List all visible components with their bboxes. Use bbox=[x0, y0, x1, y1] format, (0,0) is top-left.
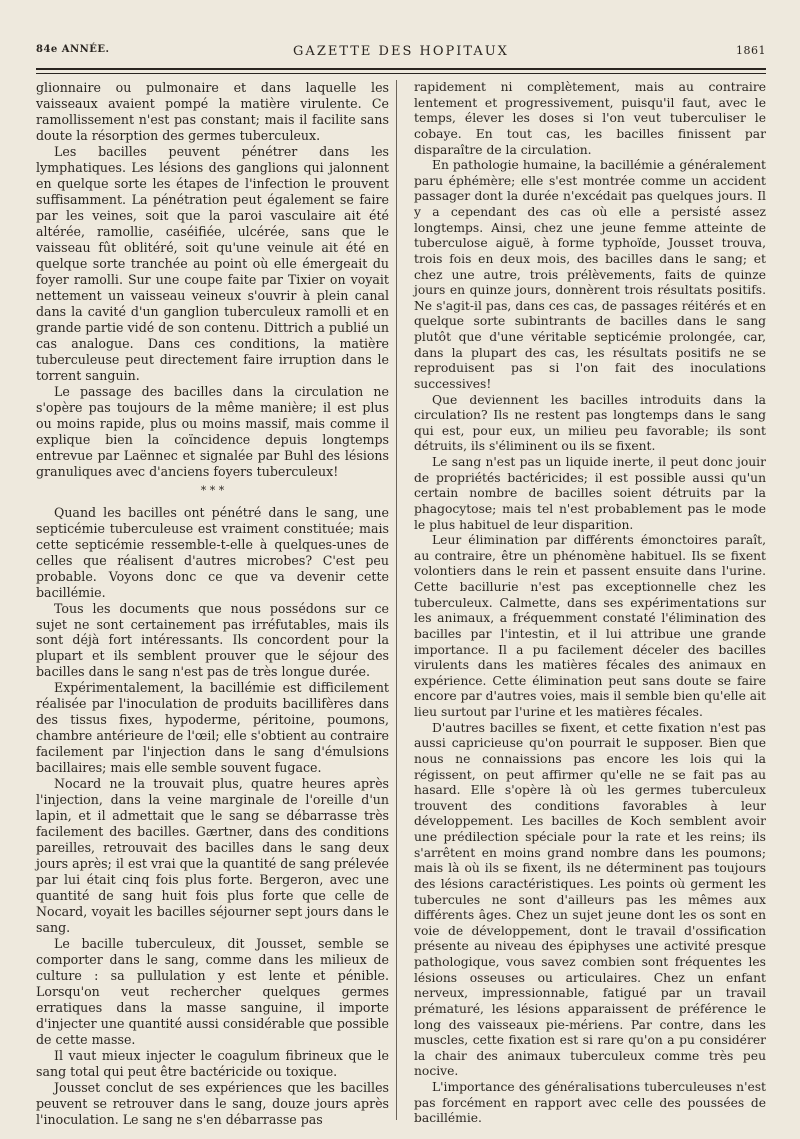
paragraph: Le passage des bacilles dans la circulation ne s'opère pas toujours de la même manière; il est plus ou moins rapide, plus ou moins massif, mais comme il explique bien la coïncidence depuis longtemps entrevue par Laënnec et signalée par Buhl des lésions granuliques avec d'anciens foyers tuberculeux! bbox=[36, 383, 389, 479]
paragraph: Expérimentalement, la bacillémie est difficilement réalisée par l'inoculation de produits bacillifères dans des tissus fixes, hypoderme, péritoine, poumons, chambre antérieure de l'œil; elle s'obtient au contraire facilement par l'injection dans le sang d'émulsions bacillaires; mais elle semble souvent fugace. bbox=[36, 680, 389, 776]
publication-title: GAZETTE DES HOPITAUX bbox=[293, 44, 509, 59]
paragraph: Jousset conclut de ses expériences que les bacilles peuvent se retrouver dans le sang, douze jours après l'inoculation. Le sang ne s'en débarrasse pas bbox=[36, 1080, 389, 1128]
volume-label: 84e ANNÉE. bbox=[36, 44, 110, 55]
paragraph: rapidement ni complètement, mais au contraire lentement et progressivement, puisqu'il faut, avec le temps, élever les doses si l'on veut tuberculiser le cobaye. En tout cas, les bacilles finissent par disparaître de la circulation. bbox=[414, 80, 766, 157]
page-header bbox=[36, 44, 766, 62]
paragraph: Le sang n'est pas un liquide inerte, il peut donc jouir de propriétés bactéricides; il est possible aussi qu'un certain nombre de bacilles soient détruits par la phagocytose; mais tel n'est probablement pas le mode le plus habituel de leur disparition. bbox=[414, 455, 766, 532]
page-number: 1861 bbox=[736, 44, 766, 57]
paragraph: Il vaut mieux injecter le coagulum fibrineux que le sang total qui peut être bactéricide ou toxique. bbox=[36, 1048, 389, 1080]
paragraph: En pathologie humaine, la bacillémie a généralement paru éphémère; elle s'est montrée comme un accident passager dont la durée n'excédait pas quelques jours. Il y a cependant des cas où elle a persisté assez longtemps. Ainsi, chez une jeune femme atteinte de tuberculose aiguë, à forme typhoïde, Jousset trouva, trois fois en deux mois, des bacilles dans le sang; et chez une autre, trois prélèvements, faits de quinze jours en quinze jours, donnèrent trois résultats positifs. Ne s'agit-il pas, dans ces cas, de passages réitérés et en quelque sorte subintrants de bacilles dans le sang plutôt que d'une véritable septicémie prolongée, car, dans la plupart des cas, les résultats positifs ne se reproduisent pas si l'on fait des inoculations successives! bbox=[414, 158, 766, 391]
header-rule-thin bbox=[36, 73, 766, 74]
section-separator: * * * bbox=[200, 483, 225, 497]
left-column bbox=[36, 80, 389, 1128]
header-rule-thick bbox=[36, 68, 766, 70]
paragraph: Leur élimination par différents émonctoires paraît, au contraire, être un phénomène habituel. Ils se fixent volontiers dans le rein et passent ensuite dans l'urine. Cette bacillurie n'est pas exceptionnelle chez les tuberculeux. Calmette, dans ses expérimentations sur les animaux, a fréquemment constaté l'élimination des bacilles par l'intestin, et il lui attribue une grande importance. Il a pu facilement déceler des bacilles virulents dans les matières fécales des animaux en expérience. Cette élimination peut sans doute se faire encore par d'autres voies, mais il semble bien qu'elle ait lieu surtout par l'urine et les matières fécales. bbox=[414, 533, 766, 719]
paragraph: Le bacille tuberculeux, dit Jousset, semble se comporter dans le sang, comme dans les milieux de culture : sa pullulation y est lente et pénible. Lorsqu'on veut rechercher quelques germes erratiques dans la masse sanguine, il importe d'injecter une quantité aussi considérable que possible de cette masse. bbox=[36, 936, 389, 1048]
paragraph: D'autres bacilles se fixent, et cette fixation n'est pas aussi capricieuse qu'on pourrait le supposer. Bien que nous ne connaissions pas encore les lois qui la régissent, on peut affirmer qu'elle ne se fait pas au hasard. Elle s'opère là où les germes tuberculeux trouvent des conditions favorables à leur développement. Les bacilles de Koch semblent avoir une prédilection spéciale pour la rate et les reins; ils s'arrêtent en moins grand nombre dans les poumons; mais là où ils se fixent, ils ne déterminent pas toujours des lésions caractéristiques. Les points où germent les tubercules ne sont d'ailleurs pas les mêmes aux différents âges. Chez un sujet jeune dont les os sont en voie de développement, dont le travail d'ossification présente au niveau des épiphyses une activité presque pathologique, vous savez combien sont fréquentes les lésions osseuses ou articulaires. Chez un enfant nerveux, impressionnable, fatigué par un travail prématuré, les lésions apparaissent de préférence le long des vaisseaux pie-mériens. Par contre, dans les muscles, cette fixation est si rare qu'on a pu considérer la chair des animaux tuberculeux comme très peu nocive. bbox=[414, 720, 766, 1079]
paragraph: Les bacilles peuvent pénétrer dans les lymphatiques. Les lésions des ganglions qui jalonnent en quelque sorte les étapes de l'infection le prouvent suffisamment. La pénétration peut également se faire par les veines, soit que la paroi vasculaire ait été altérée, ramollie, caséifiée, ulcérée, sans que le vaisseau fût oblitéré, soit qu'une veinule ait été en quelque sorte tranchée au point où elle émergeait du foyer ramolli. Sur une coupe faite par Tixier on voyait nettement un vaisseau veineux s'ouvrir à plein canal dans la cavité d'un ganglion tuberculeux ramolli et en grande partie vidé de son contenu. Dittrich a publié un cas analogue. Dans ces conditions, la matière tuberculeuse peut directement faire irruption dans le torrent sanguin. bbox=[36, 143, 389, 383]
paragraph: Quand les bacilles ont pénétré dans le sang, une septicémie tuberculeuse est vraiment constituée; mais cette septicémie ressemble-t-elle à quelques-unes de celles que réalisent d'autres microbes? C'est peu probable. Voyons donc ce que va devenir cette bacillémie. bbox=[36, 504, 389, 600]
column-divider bbox=[396, 80, 397, 1120]
paragraph: Nocard ne la trouvait plus, quatre heures après l'injection, dans la veine marginale de l'oreille d'un lapin, et il admettait que le sang se débarrasse très facilement des bacilles. Gærtner, dans des conditions pareilles, retrouvait des bacilles dans le sang deux jours après; il est vrai que la quantité de sang prélevée par lui était cinq fois plus forte. Bergeron, avec une quantité de sang huit fois plus forte que celle de Nocard, voyait les bacilles séjourner sept jours dans le sang. bbox=[36, 776, 389, 936]
right-column bbox=[414, 80, 766, 1127]
paragraph: glionnaire ou pulmonaire et dans laquelle les vaisseaux avaient pompé la matière virulente. Ce ramollissement n'est pas constant; mais il facilite sans doute la résorption des germes tuberculeux. bbox=[36, 80, 389, 143]
paragraph: Tous les documents que nous possédons sur ce sujet ne sont certainement pas irréfutables, mais ils sont déjà fort intéressants. Ils concordent pour la plupart et ils semblent prouver que le séjour des bacilles dans le sang n'est pas de très longue durée. bbox=[36, 600, 389, 680]
paragraph: L'importance des généralisations tuberculeuses n'est pas forcément en rapport avec celle des poussées de bacillémie. bbox=[414, 1080, 766, 1126]
paragraph: Que deviennent les bacilles introduits dans la circulation? Ils ne restent pas longtemps dans le sang qui est, pour eux, un milieu peu favorable; ils sont détruits, ils s'éliminent ou ils se fixent. bbox=[414, 392, 766, 454]
